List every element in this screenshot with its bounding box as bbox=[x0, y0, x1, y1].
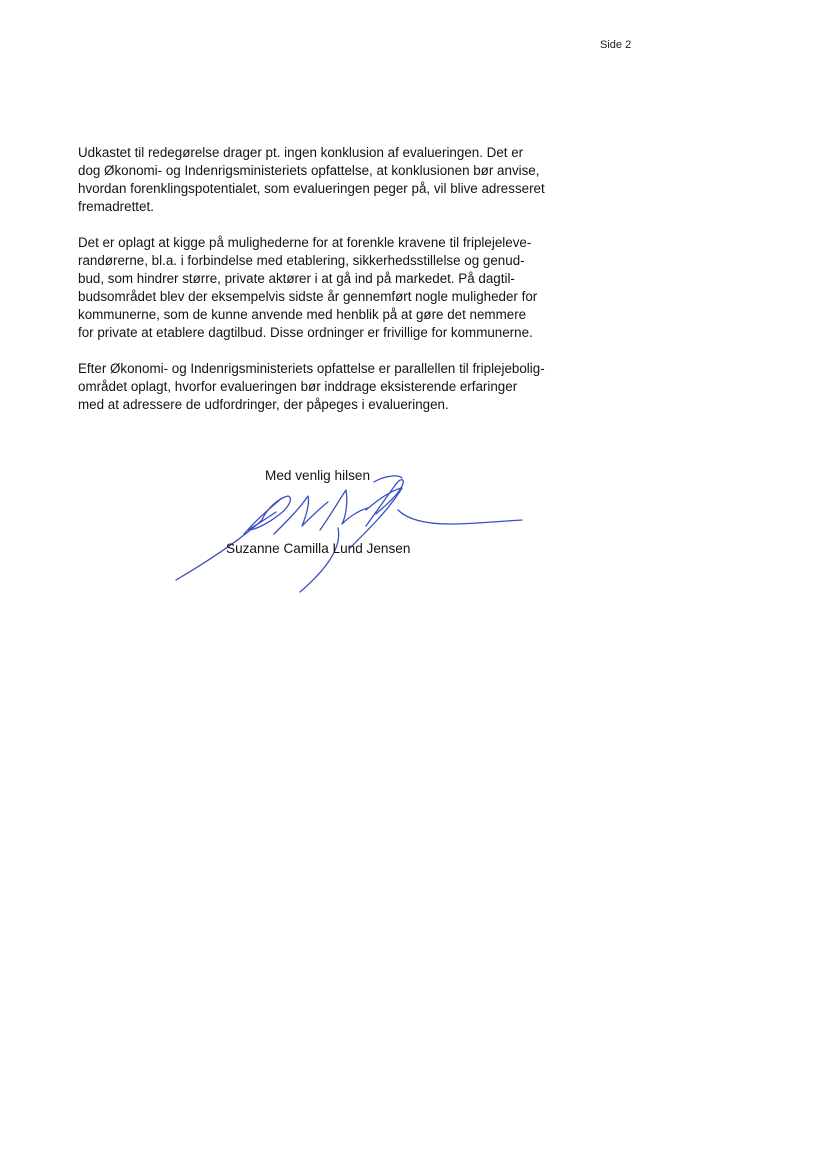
text-line: kommunerne, som de kunne anvende med henblik på at gøre det nemmere bbox=[78, 307, 527, 323]
text-line: randørerne, bl.a. i forbindelse med etablering, sikkerhedsstillelse og genud- bbox=[78, 253, 525, 269]
handwritten-signature bbox=[170, 468, 530, 598]
text-line: Det er oplagt at kigge på mulighederne for at forenkle kravene til friplejeleve- bbox=[78, 235, 532, 250]
paragraph-conclusion bbox=[78, 144, 578, 216]
text-line: bud, som hindrer større, private aktører i at gå ind på markedet. På dagtil- bbox=[78, 271, 515, 287]
text-line: budsområdet blev der eksempelvis sidste år gennemført nogle muligheder for bbox=[78, 289, 538, 305]
text-line: for private at etablere dagtilbud. Disse ordninger er frivillige for kommunerne. bbox=[78, 325, 533, 341]
paragraph-parallel bbox=[78, 360, 578, 414]
text-line: Udkastet til redegørelse drager pt. ingen konklusion af evalueringen. Det er bbox=[78, 145, 524, 160]
signer-name: Suzanne Camilla Lund Jensen bbox=[226, 541, 411, 556]
paragraph-simplification bbox=[78, 234, 578, 343]
text-line: fremadrettet. bbox=[78, 199, 154, 215]
text-line: med at adressere de udfordringer, der påpeges i evalueringen. bbox=[78, 397, 449, 413]
page-number: Side 2 bbox=[600, 39, 632, 51]
closing-greeting: Med venlig hilsen bbox=[265, 468, 371, 483]
text-line: Efter Økonomi- og Indenrigsministeriets opfattelse er parallellen til friplejebolig- bbox=[78, 361, 545, 376]
text-line: dog Økonomi- og Indenrigsministeriets opfattelse, at konklusionen bør anvise, bbox=[78, 163, 540, 179]
text-line: området oplagt, hvorfor evalueringen bør inddrage eksisterende erfaringer bbox=[78, 379, 518, 395]
text-line: hvordan forenklingspotentialet, som evalueringen peger på, vil blive adresseret bbox=[78, 181, 545, 197]
